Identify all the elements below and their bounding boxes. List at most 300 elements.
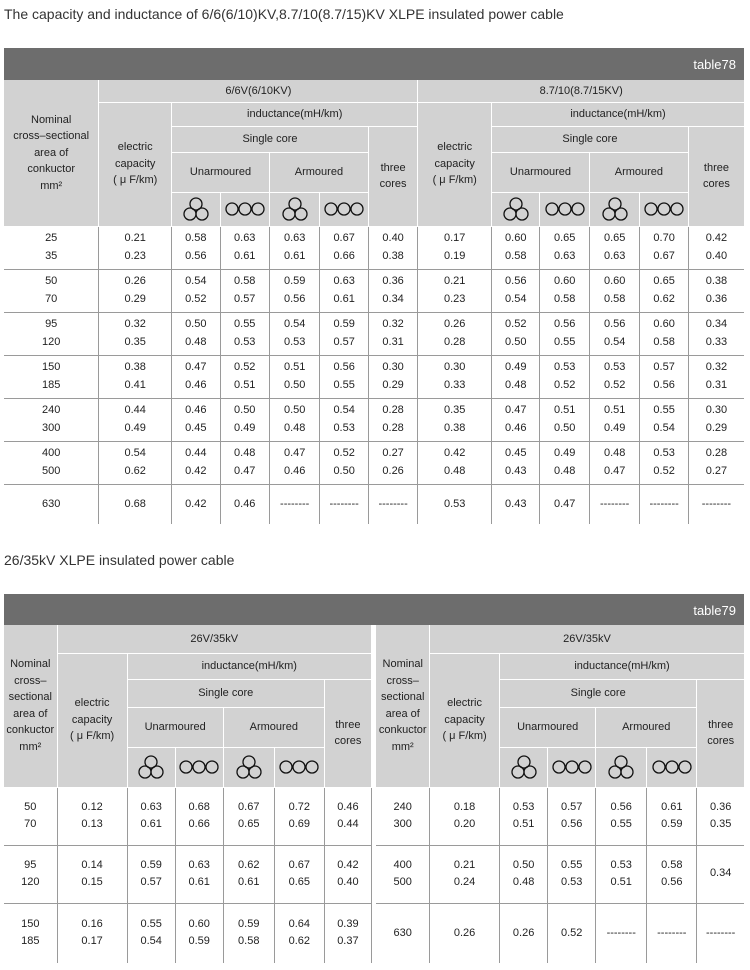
table-cell xyxy=(697,903,744,963)
cell-value: 0.49 xyxy=(124,421,146,434)
cell-value: 0.62 xyxy=(653,292,675,305)
trefoil-icon xyxy=(137,754,165,780)
page-title: The capacity and inductance of 6/6(6/10)KV,8.7/10(8.7/15)KV XLPE insulated power cable xyxy=(4,6,564,22)
table-cell xyxy=(589,441,639,484)
cell-value: 0.27 xyxy=(382,447,404,460)
table-cell xyxy=(548,903,596,963)
table-cell xyxy=(324,787,371,845)
cell-value: 0.46 xyxy=(337,800,359,813)
table-cell xyxy=(500,787,548,845)
table-row xyxy=(4,787,744,845)
header-text: three xyxy=(335,718,361,731)
cell-value: 0.65 xyxy=(653,275,675,288)
cell-value: 0.60 xyxy=(505,232,527,245)
table-cell xyxy=(647,787,697,845)
unarmoured-header xyxy=(500,707,596,747)
table-cell xyxy=(589,398,639,441)
single-core-header xyxy=(127,679,324,707)
cell-value: 0.34 xyxy=(705,318,728,331)
table-cell xyxy=(175,787,223,845)
layout-icon-cell xyxy=(127,747,175,787)
cell-value: 50 xyxy=(45,275,58,288)
capacity-header xyxy=(99,102,172,226)
cell-value: 120 xyxy=(42,335,61,348)
cell-value: 0.53 xyxy=(610,858,632,871)
header-text: three xyxy=(703,161,729,174)
inductance-header xyxy=(127,653,371,679)
cell-value: 0.51 xyxy=(283,361,306,374)
table-cell xyxy=(647,845,697,903)
table-cell xyxy=(492,355,540,398)
cell-value: 400 xyxy=(42,447,61,460)
cell-value: 0.58 xyxy=(505,249,527,262)
header-text: 26V/35kV xyxy=(190,632,239,645)
cell-value: 240 xyxy=(42,404,61,417)
table-cell xyxy=(418,269,492,312)
cell-value: 300 xyxy=(393,818,412,830)
layout-icon-cell xyxy=(596,747,647,787)
cell-value: 0.26 xyxy=(382,464,404,477)
cell-value: 0.35 xyxy=(124,335,146,348)
header-text: Nominal xyxy=(31,113,72,126)
cell-value: 0.63 xyxy=(283,232,306,245)
flat-icon xyxy=(279,759,319,775)
cell-value: 0.47 xyxy=(603,464,626,477)
layout-icon-cell xyxy=(500,747,548,787)
table-cell xyxy=(540,312,589,355)
cell-value: 0.42 xyxy=(337,858,359,871)
cell-value: 0.26 xyxy=(124,275,146,288)
cell-value: 0.44 xyxy=(185,447,207,460)
table-cell xyxy=(220,484,269,524)
table-cell xyxy=(99,355,172,398)
table-cell xyxy=(596,787,647,845)
cell-value: 240 xyxy=(393,800,412,813)
table-cell xyxy=(324,903,371,963)
cell-value: 0.63 xyxy=(333,275,355,288)
table-cell xyxy=(269,484,319,524)
cell-value: 0.56 xyxy=(333,361,355,374)
header-text: cores xyxy=(379,178,407,190)
table-row xyxy=(4,398,744,441)
cell-value: 0.56 xyxy=(554,318,576,331)
nominal-area-header xyxy=(4,80,99,226)
cell-value: 0.47 xyxy=(185,361,207,374)
header-text: Nominal xyxy=(10,658,51,671)
cell-value: -------- xyxy=(329,497,359,510)
cell-value: 0.55 xyxy=(653,404,675,417)
cell-value: 185 xyxy=(42,378,61,391)
table-cell xyxy=(175,903,223,963)
table-cell xyxy=(127,845,175,903)
table-cell xyxy=(269,355,319,398)
cell-value: 0.30 xyxy=(705,404,728,417)
header-text: inductance(mH/km) xyxy=(201,659,297,672)
cell-value: 0.56 xyxy=(653,378,675,391)
cell-value: 0.68 xyxy=(188,800,210,813)
cell-value: 120 xyxy=(21,876,40,888)
cell-value: 0.52 xyxy=(653,464,675,477)
cell-value: 0.19 xyxy=(443,249,466,262)
table-cell xyxy=(368,226,417,269)
cell-value: 0.63 xyxy=(188,858,210,871)
cell-value: 0.53 xyxy=(283,335,306,348)
table-cell xyxy=(688,398,744,441)
cell-value: 0.64 xyxy=(288,918,311,931)
cell-value: 0.38 xyxy=(124,361,146,374)
header-text: conkuctor xyxy=(378,724,427,737)
cell-value: 0.14 xyxy=(81,858,103,871)
table-cell xyxy=(4,226,99,269)
cell-value: 70 xyxy=(24,818,37,830)
table-row xyxy=(4,355,744,398)
cell-value: 0.56 xyxy=(610,800,632,813)
cell-value: 0.38 xyxy=(705,275,728,288)
three-cores-header xyxy=(688,126,744,226)
cell-value: 0.67 xyxy=(333,232,355,245)
cell-value: 0.18 xyxy=(453,800,476,813)
cell-value: 0.16 xyxy=(81,918,103,931)
cell-value: 0.46 xyxy=(234,497,256,510)
table-cell xyxy=(320,484,368,524)
cell-value: 0.67 xyxy=(653,249,675,262)
cell-value: 0.58 xyxy=(234,275,256,288)
layout-icon-cell xyxy=(223,747,274,787)
table-cell xyxy=(500,845,548,903)
table-cell xyxy=(418,355,492,398)
cell-value: 0.62 xyxy=(124,464,146,477)
cell-value: -------- xyxy=(606,926,636,939)
cell-value: 0.52 xyxy=(234,361,256,374)
layout-icon-cell xyxy=(175,747,223,787)
cell-value: -------- xyxy=(701,497,732,510)
cell-value: 0.54 xyxy=(283,318,306,331)
cell-value: 0.59 xyxy=(283,275,306,288)
table-cell xyxy=(418,398,492,441)
table-cell xyxy=(99,269,172,312)
cell-value: 0.17 xyxy=(443,232,466,245)
table-cell xyxy=(127,787,175,845)
header-text: Armoured xyxy=(294,165,344,178)
table-cell xyxy=(376,845,429,903)
table-cell xyxy=(99,398,172,441)
cell-value: 0.65 xyxy=(288,876,311,888)
header-text: Single core xyxy=(242,132,298,145)
table-cell xyxy=(172,484,220,524)
cell-value: 0.21 xyxy=(453,858,476,871)
cell-value: 0.59 xyxy=(333,318,355,331)
table-cell xyxy=(697,787,744,845)
table-cell xyxy=(540,441,589,484)
table-cell xyxy=(368,355,417,398)
cell-value: 0.58 xyxy=(238,935,260,948)
trefoil-icon xyxy=(235,754,263,780)
table78-label: table78 xyxy=(693,57,736,72)
cell-value: 0.42 xyxy=(185,464,207,477)
table-cell xyxy=(57,845,127,903)
cell-value: 0.48 xyxy=(185,335,207,348)
cell-value: 0.23 xyxy=(443,292,466,305)
cell-value: 0.57 xyxy=(560,800,583,813)
cell-value: 0.50 xyxy=(512,858,535,871)
cell-value: 0.62 xyxy=(238,858,260,871)
cell-value: 0.54 xyxy=(140,935,162,948)
table78 xyxy=(4,80,744,524)
header-text: cross–sectional xyxy=(13,130,90,142)
header-text: Unarmoured xyxy=(189,165,252,178)
cell-value: 0.51 xyxy=(512,818,535,830)
table-cell xyxy=(647,903,697,963)
table-cell xyxy=(540,226,589,269)
trefoil-icon xyxy=(601,196,629,222)
table-cell xyxy=(320,269,368,312)
table-cell xyxy=(492,312,540,355)
table-cell xyxy=(99,226,172,269)
table-cell xyxy=(688,441,744,484)
nominal-area-header xyxy=(376,625,429,787)
cell-value: 0.52 xyxy=(560,926,583,939)
table-cell xyxy=(640,441,688,484)
cell-value: 0.45 xyxy=(185,421,207,434)
header-text: Armoured xyxy=(249,720,298,733)
unarmoured-header xyxy=(172,152,270,192)
cell-value: 0.56 xyxy=(661,876,683,888)
header-text: ( μ F/km) xyxy=(442,730,487,743)
cell-value: 0.54 xyxy=(333,404,355,417)
table-row xyxy=(4,845,744,903)
cell-value: 0.72 xyxy=(288,800,311,813)
header-text: ( μ F/km) xyxy=(69,730,115,743)
cell-value: 0.65 xyxy=(603,232,626,245)
three-cores-header xyxy=(324,679,371,787)
cell-value: 0.46 xyxy=(283,464,306,477)
cell-value: 0.54 xyxy=(185,275,207,288)
cell-value: -------- xyxy=(649,497,679,510)
cell-value: 0.69 xyxy=(288,818,311,830)
layout-icon-cell xyxy=(589,192,639,226)
cell-value: 500 xyxy=(393,876,412,888)
table-cell xyxy=(688,312,744,355)
cell-value: 0.56 xyxy=(560,818,583,830)
cell-value: 0.59 xyxy=(661,818,683,830)
cell-value: 0.46 xyxy=(505,421,527,434)
cell-value: 0.56 xyxy=(185,249,207,262)
header-text: cores xyxy=(334,735,362,747)
cell-value: 0.31 xyxy=(705,378,728,391)
table78-header-bar xyxy=(4,48,744,80)
cell-value: 0.39 xyxy=(337,918,359,931)
cell-value: 0.42 xyxy=(443,447,466,460)
group-header xyxy=(57,625,371,653)
cell-value: 0.47 xyxy=(505,404,527,417)
table-row xyxy=(4,269,744,312)
cell-value: 0.58 xyxy=(603,292,626,305)
cell-value: 0.52 xyxy=(333,447,355,460)
armoured-header xyxy=(589,152,688,192)
cell-value: 0.40 xyxy=(705,249,728,262)
header-text: ( μ F/km) xyxy=(432,174,477,187)
cell-value: 0.26 xyxy=(512,926,535,939)
trefoil-icon xyxy=(510,754,538,780)
table-cell xyxy=(99,484,172,524)
table-cell xyxy=(688,355,744,398)
cell-value: 0.46 xyxy=(185,404,207,417)
nominal-area-header xyxy=(4,625,57,787)
table-cell xyxy=(500,903,548,963)
cell-value: 0.35 xyxy=(709,818,732,830)
table-cell xyxy=(368,269,417,312)
cell-value: 0.40 xyxy=(337,876,359,888)
cell-value: 630 xyxy=(393,926,412,939)
table-cell xyxy=(418,484,492,524)
cell-value: 0.53 xyxy=(512,800,535,813)
cell-value: 0.50 xyxy=(283,378,306,391)
table-cell xyxy=(376,787,429,845)
cell-value: 0.50 xyxy=(554,421,576,434)
cell-value: 0.21 xyxy=(443,275,466,288)
cell-value: 0.40 xyxy=(382,232,404,245)
cell-value: 0.57 xyxy=(653,361,675,374)
table-row xyxy=(4,484,744,524)
flat-icon xyxy=(652,759,692,775)
table-cell xyxy=(269,441,319,484)
cell-value: 0.37 xyxy=(337,935,359,948)
cell-value: 0.58 xyxy=(185,232,207,245)
table-cell xyxy=(418,441,492,484)
cell-value: 0.49 xyxy=(554,447,576,460)
cell-value: 0.34 xyxy=(709,867,732,880)
cell-value: 0.28 xyxy=(382,404,404,417)
cell-value: 0.48 xyxy=(603,447,626,460)
table-cell xyxy=(596,903,647,963)
trefoil-icon xyxy=(502,196,530,222)
cell-value: 0.58 xyxy=(554,292,576,305)
cell-value: 0.59 xyxy=(188,935,210,948)
cell-value: 0.48 xyxy=(505,378,527,391)
flat-icon xyxy=(225,201,265,217)
cell-value: 0.53 xyxy=(443,497,466,510)
cell-value: 0.50 xyxy=(505,335,527,348)
three-cores-header xyxy=(697,679,744,787)
header-text: three xyxy=(708,718,734,731)
table-cell xyxy=(430,787,500,845)
cell-value: 0.55 xyxy=(610,818,632,830)
header-text: sectional xyxy=(8,691,52,704)
header-text: area of xyxy=(34,146,69,159)
cell-value: 0.36 xyxy=(709,800,732,813)
cell-value: 0.61 xyxy=(661,800,683,813)
layout-icon-cell xyxy=(172,192,220,226)
table-cell xyxy=(4,441,99,484)
layout-icon-cell xyxy=(274,747,324,787)
table-cell xyxy=(4,312,99,355)
unarmoured-header xyxy=(127,707,223,747)
cell-value: 0.30 xyxy=(382,361,404,374)
section-title: 26/35kV XLPE insulated power cable xyxy=(4,552,235,568)
cell-value: 0.32 xyxy=(382,318,404,331)
layout-icon-cell xyxy=(647,747,697,787)
group-header xyxy=(430,625,744,653)
cell-value: 0.26 xyxy=(443,318,466,331)
cell-value: 630 xyxy=(42,497,61,510)
table-cell xyxy=(220,312,269,355)
cell-value: 0.63 xyxy=(554,249,576,262)
cell-value: 0.59 xyxy=(238,918,260,931)
table-cell xyxy=(274,903,324,963)
table-cell xyxy=(220,269,269,312)
table79-label: table79 xyxy=(693,603,736,618)
header-text: electric xyxy=(437,141,473,154)
cell-value: 0.50 xyxy=(333,464,355,477)
cell-value: 0.61 xyxy=(333,292,355,305)
table-row xyxy=(4,226,744,269)
table-cell xyxy=(540,355,589,398)
cell-value: 400 xyxy=(393,858,412,871)
table-cell xyxy=(640,398,688,441)
cell-value: 0.53 xyxy=(333,421,355,434)
table-cell xyxy=(99,441,172,484)
table-cell xyxy=(172,226,220,269)
header-text: mm² xyxy=(40,179,63,192)
cell-value: 0.28 xyxy=(382,421,404,434)
cell-value: -------- xyxy=(280,497,310,510)
table-row xyxy=(4,312,744,355)
cell-value: 0.63 xyxy=(140,800,162,813)
cell-value: 0.47 xyxy=(234,464,256,477)
cell-value: 0.15 xyxy=(81,876,103,888)
cell-value: 0.70 xyxy=(653,232,675,245)
cell-value: 0.48 xyxy=(283,421,306,434)
cell-value: 0.52 xyxy=(505,318,527,331)
cell-value: 0.29 xyxy=(124,292,146,305)
table-cell xyxy=(127,903,175,963)
header-text: Nominal xyxy=(382,658,423,671)
table-cell xyxy=(269,398,319,441)
cell-value: 0.49 xyxy=(603,421,626,434)
table-cell xyxy=(589,484,639,524)
layout-icon-cell xyxy=(548,747,596,787)
table-cell xyxy=(4,845,57,903)
cell-value: 0.23 xyxy=(124,249,146,262)
table-cell xyxy=(220,398,269,441)
cell-value: 0.56 xyxy=(603,318,626,331)
cell-value: 0.27 xyxy=(705,464,728,477)
header-text: Single core xyxy=(198,686,254,699)
single-core-header xyxy=(492,126,689,152)
cell-value: 0.48 xyxy=(554,464,576,477)
cell-value: 0.52 xyxy=(603,378,626,391)
cell-value: 0.61 xyxy=(238,876,260,888)
layout-icon-cell xyxy=(640,192,688,226)
group-header xyxy=(99,80,418,102)
cell-value: 0.32 xyxy=(124,318,146,331)
header-text: electric xyxy=(74,697,110,710)
header-text: capacity xyxy=(115,157,156,170)
header-text: capacity xyxy=(71,713,113,726)
cell-value: 0.49 xyxy=(505,361,527,374)
cell-value: 0.52 xyxy=(554,378,576,391)
table79 xyxy=(4,625,744,963)
cell-value: 0.31 xyxy=(382,335,404,348)
header-text: Single core xyxy=(570,686,626,699)
inductance-header xyxy=(172,102,418,126)
cell-value: -------- xyxy=(657,926,687,939)
table-cell xyxy=(640,312,688,355)
table-cell xyxy=(697,845,744,903)
cell-value: -------- xyxy=(378,497,408,510)
cell-value: 0.53 xyxy=(653,447,675,460)
single-core-header xyxy=(500,679,697,707)
